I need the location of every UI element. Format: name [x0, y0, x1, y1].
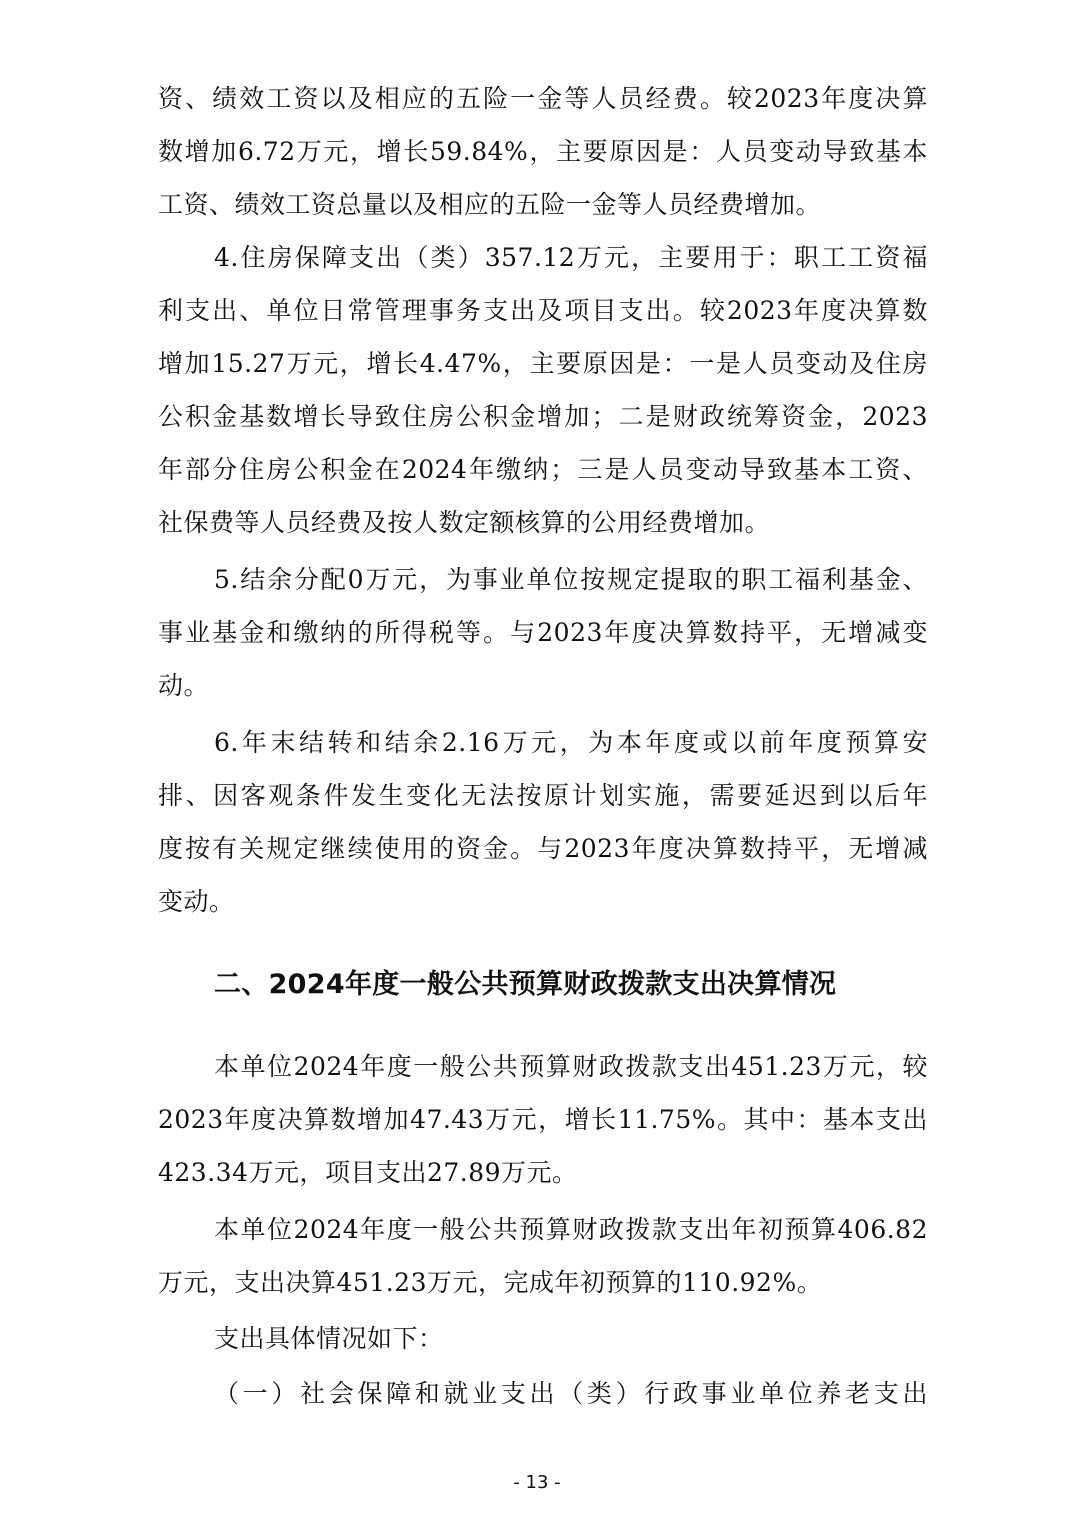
paragraph-line: 6.年末结转和结余2.16万元，为本年度或以前年度预算安: [214, 728, 928, 757]
paragraph-line: 年部分住房公积金在2024年缴纳；三是人员变动导致基本工资、: [158, 455, 928, 484]
paragraph-line: （一）社会保障和就业支出（类）行政事业单位养老支出: [214, 1379, 928, 1408]
paragraph-line: 变动。: [158, 887, 235, 916]
paragraph-line: 423.34万元，项目支出27.89万元。: [158, 1158, 578, 1187]
paragraph-line: 4.住房保障支出（类）357.12万元，主要用于：职工工资福: [214, 243, 928, 272]
paragraph-line: 社保费等人员经费及按人数定额核算的公用经费增加。: [158, 508, 771, 537]
paragraph-line: 工资、绩效工资总量以及相应的五险一金等人员经费增加。: [158, 190, 822, 219]
paragraph-line: 度按有关规定继续使用的资金。与2023年度决算数持平，无增减: [158, 834, 928, 863]
paragraph-line: 资、绩效工资以及相应的五险一金等人员经费。较2023年度决算: [158, 84, 928, 113]
paragraph-line: 数增加6.72万元，增长59.84%，主要原因是：人员变动导致基本: [158, 137, 928, 166]
paragraph-line: 利支出、单位日常管理事务支出及项目支出。较2023年度决算数: [158, 296, 928, 325]
paragraph-line: 增加15.27万元，增长4.47%，主要原因是：一是人员变动及住房: [158, 349, 928, 378]
paragraph-line: 排、因客观条件发生变化无法按原计划实施，需要延迟到以后年: [158, 781, 928, 810]
paragraph-line: 2023年度决算数增加47.43万元，增长11.75%。其中：基本支出: [158, 1105, 928, 1134]
page-number: - 13 -: [513, 1472, 561, 1493]
paragraph-line: 事业基金和缴纳的所得税等。与2023年度决算数持平，无增减变: [158, 618, 928, 647]
paragraph-line: 本单位2024年度一般公共预算财政拨款支出451.23万元，较: [214, 1052, 928, 1081]
paragraph-line: 万元，支出决算451.23万元，完成年初预算的110.92%。: [158, 1268, 823, 1297]
section-heading: 二、2024年度一般公共预算财政拨款支出决算情况: [214, 969, 837, 1000]
paragraph-line: 公积金基数增长导致住房公积金增加；二是财政统筹资金，2023: [158, 402, 928, 431]
paragraph-line: 支出具体情况如下：: [214, 1324, 444, 1353]
paragraph-line: 本单位2024年度一般公共预算财政拨款支出年初预算406.82: [214, 1215, 928, 1244]
paragraph-line: 动。: [158, 671, 210, 700]
paragraph-line: 5.结余分配0万元，为事业单位按规定提取的职工福利基金、: [214, 565, 928, 594]
